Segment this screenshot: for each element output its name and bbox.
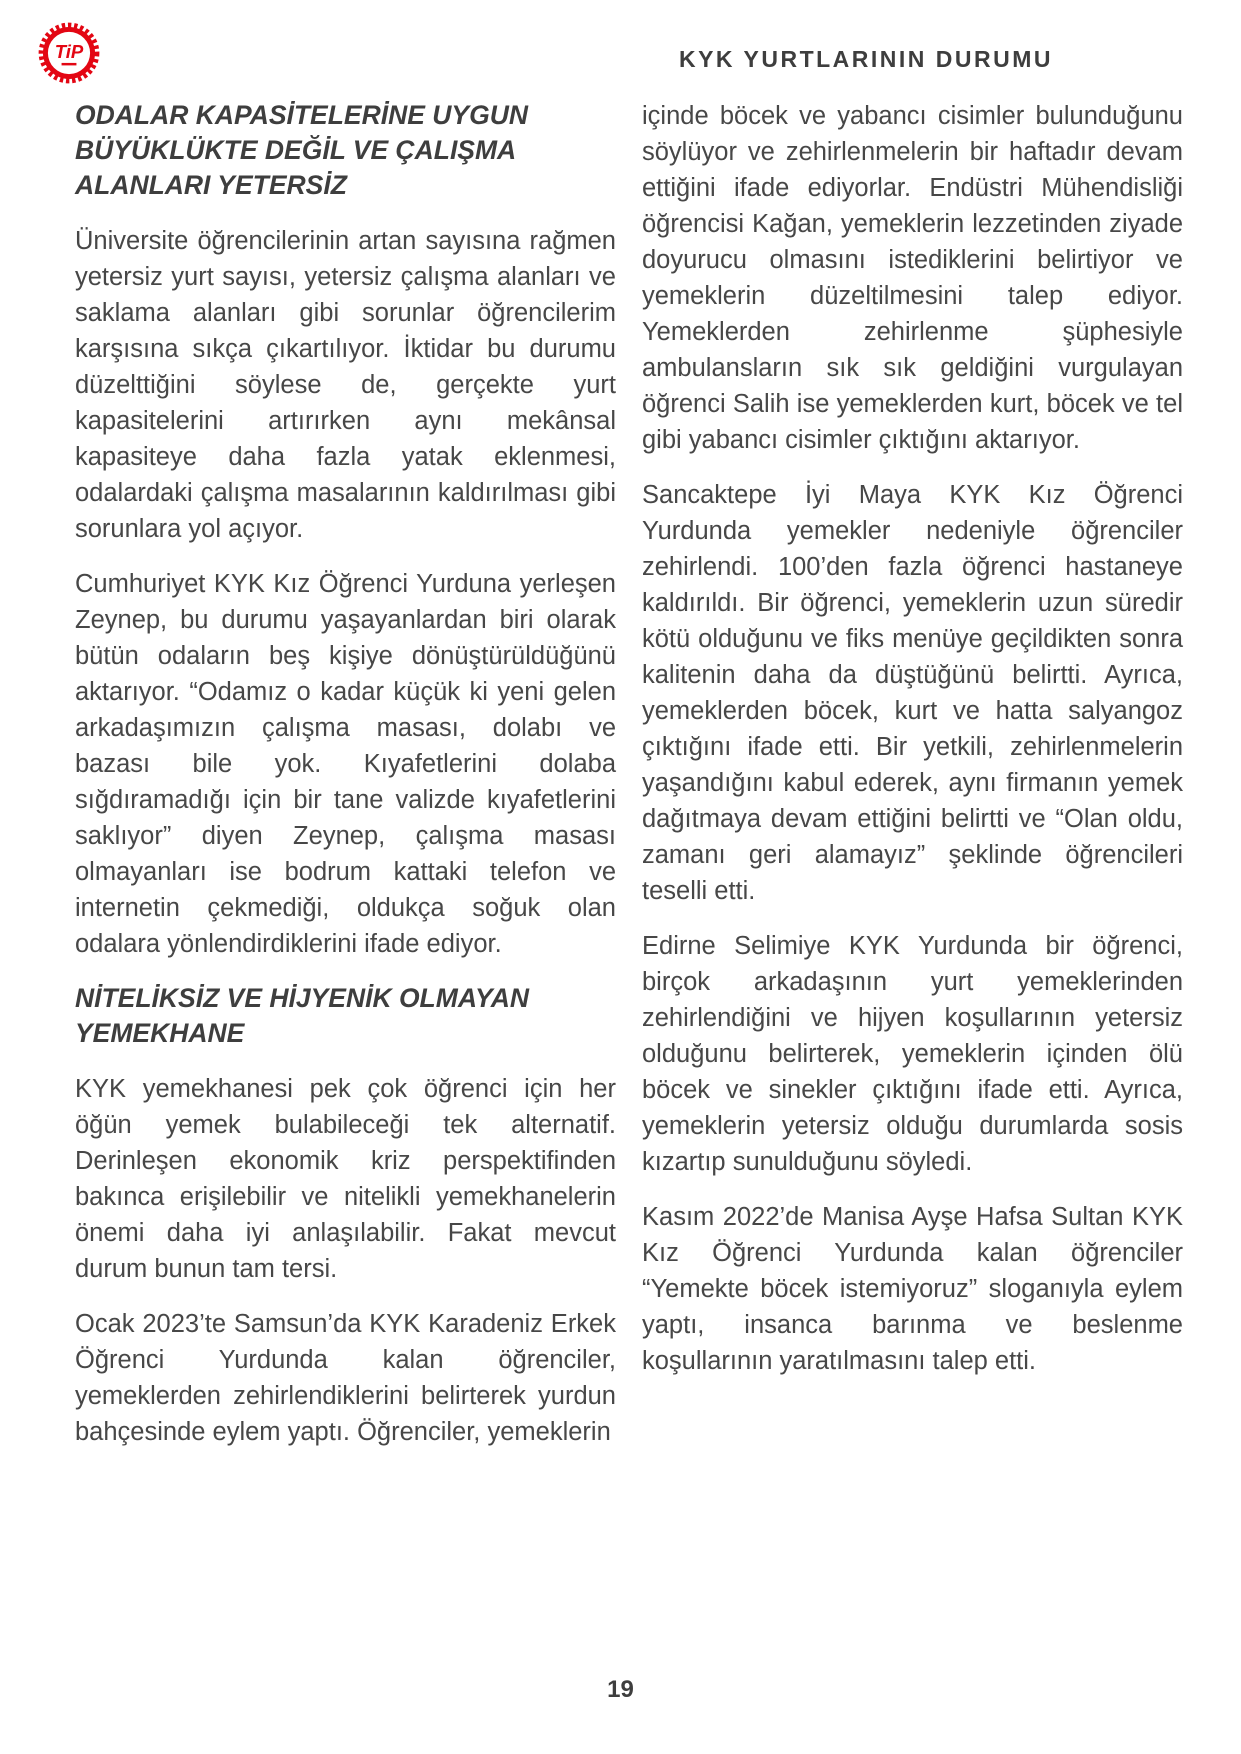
- paragraph: Kasım 2022’de Manisa Ayşe Hafsa Sultan KYK Kız Öğrenci Yurdunda kalan öğrenciler “Yemekte böcek istemiyoruz” sloganıyla eylem yaptı, insanca barınma ve beslenme koşullarının yaratılmasını talep etti.: [642, 1203, 1183, 1375]
- paragraph: KYK yemekhanesi pek çok öğrenci için her öğün yemek bulabileceği tek alternatif. Derinleşen ekonomik kriz perspektifinden bakınca erişilebilir ve nitelikli yemekhanelerin önemi daha iyi anlaşılabilir. Fakat mevcut durum bunun tam tersi.: [75, 1075, 616, 1283]
- paragraph: Sancaktepe İyi Maya KYK Kız Öğrenci Yurdunda yemekler nedeniyle öğrenciler zehirlendi. 100’den fazla öğrenci hastaneye kaldırıldı. Bir öğrenci, yemeklerin uzun süredir kötü olduğunu ve fiks menüye geçildikten sonra kalitenin daha da düştüğünü belirtti. Ayrıca, yemeklerden böcek, kurt ve hatta salyangoz çıktığını ifade etti. Bir yetkili, zehirlenmelerin yaşandığını kabul ederek, aynı firmanın yemek dağıtmaya devam ettiğini belirtti ve “Olan oldu, zamanı geri alamayız” şeklinde öğrencileri teselli etti.: [642, 481, 1183, 905]
- left-column: [75, 98, 616, 1469]
- page-number: 19: [607, 1676, 634, 1703]
- running-header: KYK YURTLARININ DURUMU: [678, 46, 1053, 72]
- paragraph: içinde böcek ve yabancı cisimler bulunduğunu söylüyor ve zehirlenmelerin bir haftadır devam ettiğini ifade ediyorlar. Endüstri Mühendisliği öğrencisi Kağan, yemeklerin lezzetinden ziyade doyurucu olmasını istediklerini belirtiyor ve yemeklerin düzeltilmesini talep ediyor. Yemeklerden zehirlenme şüphesiyle ambulansların sık sık geldiğini vurgulayan öğrenci Salih ise yemeklerden kurt, böcek ve tel gibi yabancı cisimler çıktığını aktarıyor.: [642, 102, 1183, 454]
- tip-logo-graphic: [38, 22, 100, 84]
- section-heading-rooms: ODALAR KAPASİTELERİNE UYGUN BÜYÜKLÜKTE DEĞİL VE ÇALIŞMA ALANLARI YETERSİZ: [75, 100, 528, 200]
- paragraph: Cumhuriyet KYK Kız Öğrenci Yurduna yerleşen Zeynep, bu durumu yaşayanlardan biri olarak bütün odaların beş kişiye dönüştürüldüğünü aktarıyor. “Odamız o kadar küçük ki yeni gelen arkadaşımızın çalışma masası, dolabı ve bazası bile yok. Kıyafetlerini dolaba sığdıramadığı için bir tane valizde kıyafetlerini saklıyor” diyen Zeynep, çalışma masası olmayanları ise bodrum kattaki telefon ve internetin çekmediği, oldukça soğuk olan odalara yönlendirdiklerini ifade ediyor.: [75, 570, 616, 958]
- paragraph: Ocak 2023’te Samsun’da KYK Karadeniz Erkek Öğrenci Yurdunda kalan öğrenciler, yemeklerden zehirlendiklerini belirterek yurdun bahçesinde eylem yaptı. Öğrenciler, yemeklerin: [75, 1310, 616, 1446]
- tip-logo: [38, 22, 100, 84]
- right-column: [642, 98, 1183, 1469]
- section-heading-cafeteria: NİTELİKSİZ VE HİJYENİK OLMAYAN YEMEKHANE: [75, 983, 529, 1048]
- paragraph: Edirne Selimiye KYK Yurdunda bir öğrenci, birçok arkadaşının yurt yemeklerinden zehirlendiğini ve hijyen koşullarının yetersiz olduğunu belirterek, yemeklerin içinden ölü böcek ve sinekler çıktığını ifade etti. Ayrıca, yemeklerin yetersiz olduğu durumlarda sosis kızartıp sunulduğunu söyledi.: [642, 932, 1183, 1176]
- page-content: [75, 98, 1183, 1469]
- paragraph: Üniversite öğrencilerinin artan sayısına rağmen yetersiz yurt sayısı, yetersiz çalışma alanları ve saklama alanları gibi sorunlar öğrencilerim karşısına sıkça çıkartılıyor. İktidar bu durumu düzelttiğini söylese de, gerçekte yurt kapasitelerini artırırken aynı mekânsal kapasiteye daha fazla yatak eklenmesi, odalardaki çalışma masalarının kaldırılması gibi sorunlara yol açıyor.: [75, 227, 616, 543]
- tip-logo-text: TiP: [54, 40, 84, 62]
